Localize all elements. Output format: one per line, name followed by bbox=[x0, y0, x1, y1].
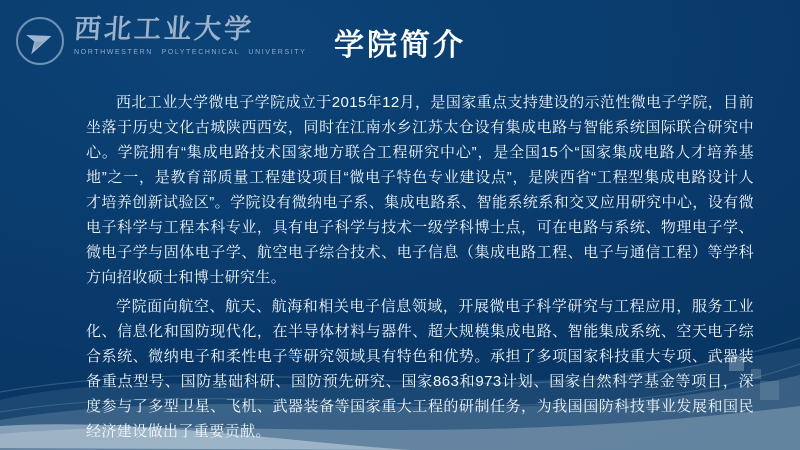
intro-paragraph-1: 西北工业大学微电子学院成立于2015年12月，是国家重点支持建设的示范性微电子学院，目前坐落于历史文化古城陕西西安，同时在江南水乡江苏太仓设有集成电路与智能系统国际联合研究中心。学院拥有“集成电路技术国家地方联合工程研究中心”，是全国15个“国家集成电路人才培养基地”之一，是教育部质量工程建设项目“微电子特色专业建设点”，是陕西省“工程型集成电路设计人才培养创新试验区”。学院设有微纳电子系、集成电路系、智能系统系和交叉应用研究中心，设有微电子科学与工程本科专业，具有电子科学与技术一级学科博士点，可在电路与系统、物理电子学、微电子学与固体电子学、航空电子综合技术、电子信息（集成电路工程、电子与通信工程）等学科方向招收硕士和博士研究生。 bbox=[86, 94, 754, 286]
slide-title: 学院简介 bbox=[334, 29, 466, 62]
slide-body bbox=[86, 90, 754, 444]
university-logo-text bbox=[74, 13, 306, 56]
university-name-en: NORTHWESTERN POLYTECHNICAL UNIVERSITY bbox=[74, 49, 307, 56]
airplane-emblem-icon bbox=[16, 17, 64, 65]
intro-paragraph-2: 学院面向航空、航天、航海和相关电子信息领域，开展微电子科学研究与工程应用，服务工业化、信息化和国防现代化，在半导体材料与器件、超大规模集成电路、智能集成系统、空天电子综合系统、微纳电子和柔性电子等研究领域具有特色和优势。承担了多项国家科技重大专项、武器装备重点型号、国防基础科研、国防预先研究、国家863和973计划、国家自然科学基金等项目，深度参与了多型卫星、飞机、武器装备等国家重大工程的研制任务，为我国国防科技事业发展和国民经济建设做出了重要贡献。 bbox=[86, 298, 754, 440]
slide-header bbox=[0, 0, 800, 84]
university-logo bbox=[16, 13, 306, 65]
university-name-zh: 西北工业大学 bbox=[72, 14, 256, 45]
decorative-square bbox=[760, 381, 779, 400]
